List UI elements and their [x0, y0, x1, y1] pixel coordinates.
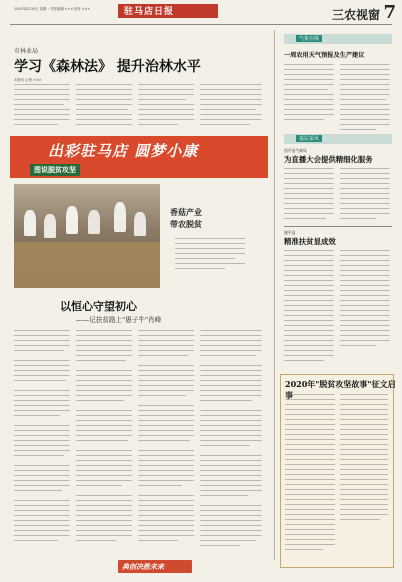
lead-headline: 学习《森林法》 提升治林水平	[14, 59, 201, 75]
header-rule	[10, 24, 392, 25]
weather-tag-label: 气象在线	[296, 35, 322, 42]
grassroots-tag	[284, 134, 392, 144]
page-number: 7	[383, 2, 396, 23]
weather-headline: 一周农用天气预报及生产建议	[284, 52, 365, 59]
lead-byline: 本报讯 记者 ×××	[14, 78, 42, 82]
footer-banner-text: 典创决胜未来	[122, 562, 164, 571]
photo-caption-line2: 带农脱贫	[170, 219, 202, 229]
masthead: 驻马店日报	[124, 7, 175, 17]
banner-title: 出彩驻马店 圆梦小康	[48, 142, 199, 160]
xiping-kicker: 西平县气象局	[284, 148, 307, 153]
photo-caption-title	[170, 206, 202, 230]
suiping-kicker: 遂平县	[284, 230, 296, 235]
banner-subtitle: 图说脱贫攻坚	[30, 164, 80, 176]
photo-caption-line1: 香菇产业	[170, 207, 202, 217]
column-divider	[274, 30, 275, 560]
feature-subheadline: ——记扶贫路上"愚子牛"肖峰	[76, 316, 162, 324]
right-divider-1	[284, 226, 392, 227]
feature-headline: 以恒心守望初心	[60, 300, 137, 313]
suiping-headline: 精准扶贫显成效	[284, 237, 336, 246]
section-title: 三农视窗	[331, 8, 380, 22]
page-header	[0, 0, 402, 24]
grassroots-tag-label: 基层采风	[296, 135, 322, 142]
mushroom-factory-photo	[14, 184, 160, 288]
essay-notice-title: 2020年"脱贫攻坚故事"征文启	[285, 379, 396, 389]
xiping-headline: 为直播大会提供精细化服务	[284, 155, 373, 164]
weather-tag	[284, 34, 392, 44]
lead-kicker: 市林业局	[14, 48, 39, 55]
dateline: 2020年4月20日 星期一 责任编辑 ××× 校对 ×××	[14, 7, 91, 11]
